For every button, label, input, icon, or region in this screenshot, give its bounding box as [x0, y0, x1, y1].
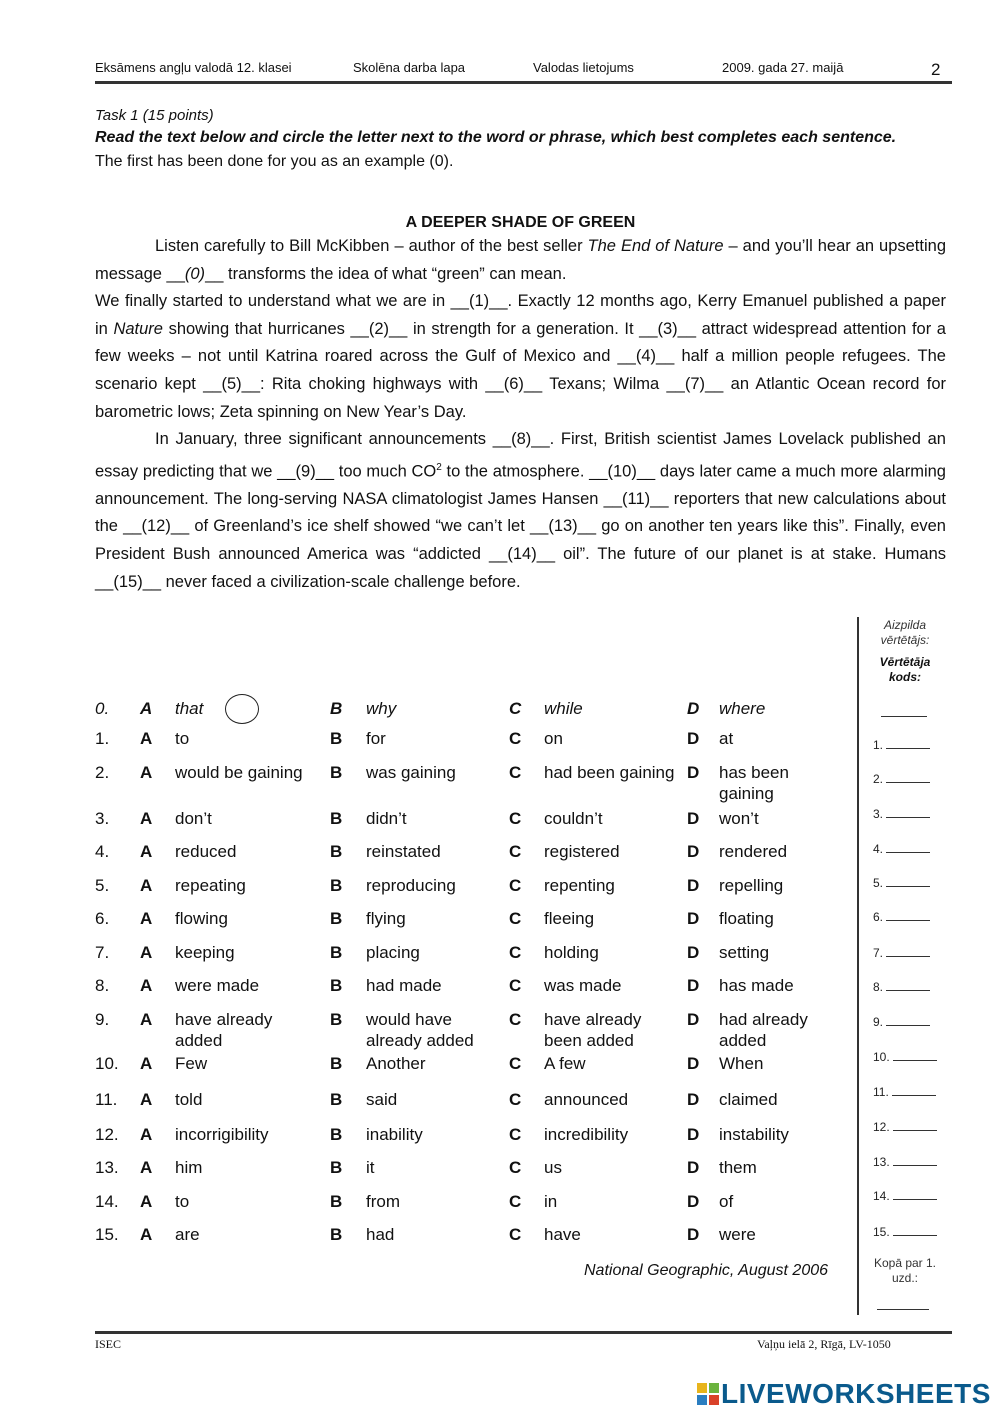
option-letter-c[interactable]: C [509, 699, 522, 718]
grader-answer-number: 2. [873, 772, 884, 786]
task-instruction: Read the text below and circle the letter next to the word or phrase, which best completes each sentence. [95, 129, 897, 146]
option-c-text[interactable]: was made [544, 976, 622, 995]
option-letter-a[interactable]: A [140, 763, 153, 782]
option-letter-a[interactable]: A [140, 1125, 153, 1144]
option-b-text[interactable]: was gaining [366, 763, 456, 782]
option-b-text[interactable]: inability [366, 1125, 423, 1144]
grader-answer-field[interactable] [873, 1155, 937, 1169]
option-letter-a[interactable]: A [140, 1192, 153, 1211]
option-c-text[interactable]: have already been added [544, 1010, 642, 1050]
option-letter-a[interactable]: A [140, 1010, 153, 1029]
header-rule [95, 81, 952, 84]
option-letter-b[interactable]: B [330, 699, 343, 718]
option-d-text[interactable]: were [719, 1225, 756, 1244]
option-letter-d[interactable]: D [687, 729, 700, 748]
option-letter-d[interactable]: D [687, 1192, 700, 1211]
footer-rule [95, 1331, 952, 1334]
option-d-text[interactable]: where [719, 699, 766, 718]
grader-answer-field[interactable] [873, 946, 930, 960]
option-b-text[interactable]: it [366, 1158, 375, 1177]
grader-answer-line[interactable] [893, 1155, 937, 1166]
option-c-text[interactable]: repenting [544, 876, 615, 895]
option-b-text[interactable]: for [366, 729, 386, 748]
question-number: 6. [95, 909, 110, 928]
option-letter-d[interactable]: D [687, 909, 700, 928]
option-letter-b[interactable]: B [330, 1225, 343, 1244]
grader-answer-number: 10. [873, 1050, 890, 1064]
grader-answer-number: 13. [873, 1155, 890, 1169]
option-d-text[interactable]: won’t [719, 809, 759, 828]
grader-answer-line[interactable] [886, 876, 930, 887]
option-letter-d[interactable]: D [687, 1010, 700, 1029]
grader-answer-line[interactable] [886, 980, 930, 991]
question-number: 2. [95, 763, 110, 782]
option-letter-b[interactable]: B [330, 1125, 343, 1144]
option-letter-d[interactable]: D [687, 1125, 700, 1144]
option-letter-a[interactable]: A [140, 809, 153, 828]
grader-answer-line[interactable] [886, 1015, 930, 1026]
grader-answer-field[interactable] [873, 1085, 936, 1099]
option-b-text[interactable]: from [366, 1192, 400, 1211]
grader-answer-line[interactable] [886, 738, 930, 749]
grader-answer-number: 6. [873, 910, 884, 924]
task-label: Task 1 (15 points) [95, 107, 214, 124]
option-letter-c[interactable]: C [509, 1090, 522, 1109]
liveworksheets-logo[interactable] [697, 1378, 991, 1410]
grader-answer-line[interactable] [893, 1050, 937, 1061]
option-letter-a[interactable]: A [140, 699, 153, 718]
option-letter-b[interactable]: B [330, 842, 343, 861]
text-span: __ transforms the idea of what “green” can mean. [205, 264, 567, 283]
grader-answer-line[interactable] [886, 910, 930, 921]
example-gap: (0) [184, 264, 206, 283]
paragraph-3 [95, 426, 946, 596]
option-letter-a[interactable]: A [140, 1090, 153, 1109]
option-letter-d[interactable]: D [687, 876, 700, 895]
option-d-text[interactable]: claimed [719, 1090, 778, 1109]
option-b-text[interactable]: said [366, 1090, 398, 1109]
page-number: 2 [931, 60, 941, 79]
option-d-text[interactable]: has been gaining [719, 763, 789, 803]
grader-answer-field[interactable] [873, 738, 930, 752]
option-a-text[interactable]: flowing [175, 909, 228, 928]
option-d-text[interactable]: rendered [719, 842, 788, 861]
question-number: 12. [95, 1125, 119, 1144]
grader-answer-number: 3. [873, 807, 884, 821]
grader-answer-field[interactable] [873, 1015, 930, 1029]
question-number: 3. [95, 809, 110, 828]
option-letter-c[interactable]: C [509, 1158, 522, 1177]
option-c-text[interactable]: had been gaining [544, 763, 675, 782]
grader-answer-number: 11. [873, 1085, 889, 1099]
option-letter-c[interactable]: C [509, 976, 522, 995]
grader-divider [857, 617, 859, 1315]
grader-answer-number: 12. [873, 1120, 890, 1134]
task-block [95, 106, 955, 174]
task-note: The first has been done for you as an example (0). [95, 153, 454, 170]
option-letter-d[interactable]: D [687, 1158, 700, 1177]
option-b-text[interactable]: would have already added [366, 1010, 474, 1050]
grader-answer-field[interactable] [873, 807, 930, 821]
question-number: 4. [95, 842, 110, 861]
option-d-text[interactable]: of [719, 1192, 734, 1211]
option-letter-b[interactable]: B [330, 1010, 343, 1029]
option-c-text[interactable]: announced [544, 1090, 629, 1109]
option-letter-a[interactable]: A [140, 876, 153, 895]
grader-answer-line[interactable] [893, 1189, 937, 1200]
paragraph-1 [95, 233, 946, 288]
option-letter-d[interactable]: D [687, 809, 700, 828]
option-letter-b[interactable]: B [330, 729, 343, 748]
option-letter-b[interactable]: B [330, 1192, 343, 1211]
option-letter-d[interactable]: D [687, 1090, 700, 1109]
option-letter-a[interactable]: A [140, 729, 153, 748]
option-d-text[interactable]: setting [719, 943, 770, 962]
brand-logo-icon [697, 1383, 719, 1405]
sheet-label: Skolēna darba lapa [353, 60, 466, 75]
option-letter-c[interactable]: C [509, 1125, 522, 1144]
option-a-text[interactable]: told [175, 1090, 203, 1109]
option-letter-c[interactable]: C [509, 809, 522, 828]
exam-title: Eksāmens angļu valodā 12. klasei [95, 60, 292, 75]
option-letter-b[interactable]: B [330, 809, 343, 828]
option-letter-b[interactable]: B [330, 763, 343, 782]
option-b-text[interactable]: didn’t [366, 809, 407, 828]
option-letter-c[interactable]: C [509, 876, 522, 895]
option-b-text[interactable]: had [366, 1225, 395, 1244]
page-header [95, 58, 950, 82]
grader-fill-label: Aizpilda vērtētājs: [880, 618, 930, 647]
grader-answer-field[interactable] [873, 876, 930, 890]
option-a-text[interactable]: were made [175, 976, 260, 995]
footer-left: ISEC [95, 1337, 122, 1351]
source-citation: National Geographic, August 2006 [584, 1262, 829, 1279]
option-b-text[interactable]: Another [366, 1054, 426, 1073]
option-d-text[interactable]: When [719, 1054, 764, 1073]
text-span: We finally started to understand what we are in __(1)__. Exactly 12 months ago, Kerry Emanuel published a paper in [95, 292, 946, 338]
superscript: 2 [436, 461, 442, 473]
grader-answer-field[interactable] [873, 1050, 937, 1064]
option-letter-c[interactable]: C [509, 729, 522, 748]
option-letter-a[interactable]: A [140, 842, 153, 861]
grader-answer-number: 15. [873, 1225, 890, 1239]
grader-answer-field[interactable] [873, 1189, 937, 1203]
option-d-text[interactable]: has made [719, 976, 794, 995]
option-b-text[interactable]: reinstated [366, 842, 441, 861]
option-a-text[interactable]: are [175, 1225, 200, 1244]
option-c-text[interactable]: fleeing [544, 909, 595, 928]
option-letter-d[interactable]: D [687, 763, 700, 782]
option-c-text[interactable]: in [544, 1192, 558, 1211]
grader-answer-field[interactable] [873, 1225, 937, 1239]
text-span: showing that hurricanes __(2)__ in strength for a generation. It __(3)__ attract widespread attention for a few weeks – not until Katrina roared across the Gulf of Mexico and __(4)__ half a million people refugees. The scenario kept __(5)__: Rita choking highways with __(6)__ Texans; Wilma __(7)__ an Atlantic Ocean record for barometric lows; Zeta spinning on New Year’s Day. [95, 319, 946, 421]
grader-answer-line[interactable] [886, 807, 930, 818]
option-a-text[interactable]: incorrigibility [175, 1125, 269, 1144]
grader-answer-number: 14. [873, 1189, 890, 1203]
option-b-text[interactable]: reproducing [366, 876, 456, 895]
grader-answer-field[interactable] [873, 1120, 937, 1134]
option-b-text[interactable]: placing [366, 943, 420, 962]
option-letter-b[interactable]: B [330, 909, 343, 928]
option-a-text[interactable]: that [175, 699, 204, 718]
exam-date: 2009. gada 27. maijā [722, 60, 844, 75]
grader-answer-number: 8. [873, 980, 884, 994]
option-b-text[interactable]: flying [366, 909, 406, 928]
passage [95, 233, 946, 596]
question-number: 15. [95, 1225, 119, 1244]
option-d-text[interactable]: instability [719, 1125, 789, 1144]
option-d-text[interactable]: had already added [719, 1010, 808, 1050]
option-a-text[interactable]: Few [175, 1054, 208, 1073]
question-number: 11. [95, 1090, 118, 1109]
text-span: Listen carefully to Bill McKibben – author of the best seller [155, 237, 588, 255]
option-d-text[interactable]: floating [719, 909, 774, 928]
question-number: 7. [95, 943, 110, 962]
grader-answer-field[interactable] [873, 910, 930, 924]
question-number: 13. [95, 1158, 119, 1177]
option-c-text[interactable]: us [544, 1158, 562, 1177]
option-letter-c[interactable]: C [509, 763, 522, 782]
option-a-text[interactable]: would be gaining [175, 763, 303, 782]
footer-address: Vaļņu ielā 2, Rīgā, LV-1050 [757, 1337, 891, 1351]
option-letter-c[interactable]: C [509, 1054, 522, 1073]
option-letter-a[interactable]: A [140, 1225, 153, 1244]
grader-answer-number: 1. [873, 738, 884, 752]
option-b-text[interactable]: why [366, 699, 397, 718]
grader-answer-line[interactable] [886, 842, 930, 853]
option-letter-b[interactable]: B [330, 1090, 343, 1109]
option-letter-d[interactable]: D [687, 1225, 700, 1244]
grader-answer-number: 4. [873, 842, 884, 856]
option-letter-d[interactable]: D [687, 1054, 700, 1073]
option-c-text[interactable]: have [544, 1225, 581, 1244]
question-number: 1. [95, 729, 110, 748]
option-letter-c[interactable]: C [509, 943, 522, 962]
grader-answer-field[interactable] [873, 772, 930, 786]
option-d-text[interactable]: repelling [719, 876, 784, 895]
option-c-text[interactable]: on [544, 729, 563, 748]
option-a-text[interactable]: don’t [175, 809, 212, 828]
question-number: 0. [95, 699, 110, 718]
option-b-text[interactable]: had made [366, 976, 442, 995]
option-a-text[interactable]: to [175, 729, 190, 748]
grader-answer-field[interactable] [873, 842, 930, 856]
question-number: 5. [95, 876, 110, 895]
option-letter-b[interactable]: B [330, 1054, 343, 1073]
magazine-name: Nature [113, 319, 163, 338]
option-c-text[interactable]: A few [544, 1054, 586, 1073]
grader-answer-line[interactable] [893, 1120, 937, 1131]
text-span: to the atmosphere. __(10)__ days later came a much more alarming announcement. The long-serving NASA climatologist James Hansen __(11)__ reporters that new calculations about the __(12)__ of Greenland’s ice shelf showed “we can’t let __(13)__ go on another ten years like this”. Finally, even President Bush announced America was “addicted __(14)__ oil”. The future of our planet is at stake. Humans __(15)__ never faced a civilization-scale challenge before. [95, 462, 946, 591]
option-a-text[interactable]: repeating [175, 876, 246, 895]
grader-answer-field[interactable] [873, 980, 930, 994]
option-letter-d[interactable]: D [687, 842, 700, 861]
option-letter-a[interactable]: A [140, 1054, 153, 1073]
option-letter-d[interactable]: D [687, 976, 700, 995]
brand-text: LIVEWORKSHEETS [721, 1378, 991, 1409]
grader-answer-line[interactable] [893, 1225, 937, 1236]
grader-code-label: Vērtētāja kods: [879, 655, 931, 684]
option-letter-c[interactable]: C [509, 842, 522, 861]
option-letter-a[interactable]: A [140, 1158, 153, 1177]
option-letter-d[interactable]: D [687, 699, 700, 718]
option-a-text[interactable]: him [175, 1158, 203, 1177]
option-letter-c[interactable]: C [509, 909, 522, 928]
question-number: 14. [95, 1192, 119, 1211]
option-letter-c[interactable]: C [509, 1225, 522, 1244]
passage-title: A DEEPER SHADE OF GREEN [405, 214, 636, 231]
option-c-text[interactable]: registered [544, 842, 620, 861]
question-number: 9. [95, 1010, 110, 1029]
grader-code-field[interactable] [881, 716, 927, 717]
paragraph-2 [95, 288, 946, 426]
grader-answer-line[interactable] [892, 1085, 936, 1096]
option-letter-a[interactable]: A [140, 943, 153, 962]
option-a-text[interactable]: keeping [175, 943, 235, 962]
option-c-text[interactable]: while [544, 699, 583, 718]
text-span: In January, three significant announcements __(8)__. First, British scientist James Lovelack published an essay predicting that we __(9)__ too much CO [95, 430, 946, 481]
option-letter-b[interactable]: B [330, 876, 343, 895]
option-letter-a[interactable]: A [140, 909, 153, 928]
grader-answer-line[interactable] [886, 772, 930, 783]
option-letter-c[interactable]: C [509, 1010, 522, 1029]
option-a-text[interactable]: have already added [175, 1010, 273, 1050]
option-letter-b[interactable]: B [330, 1158, 343, 1177]
option-a-text[interactable]: reduced [175, 842, 237, 861]
question-number: 10. [95, 1054, 119, 1073]
option-c-text[interactable]: couldn’t [544, 809, 603, 828]
book-title: The End of Nature [587, 237, 724, 255]
option-letter-c[interactable]: C [509, 1192, 522, 1211]
option-a-text[interactable]: to [175, 1192, 190, 1211]
total-field[interactable] [877, 1309, 929, 1310]
text-span: – and you’ll hear an upsetting message __ [95, 237, 946, 283]
section-label: Valodas lietojums [533, 60, 634, 75]
grader-answer-number: 9. [873, 1015, 884, 1029]
grader-answer-number: 7. [873, 946, 884, 960]
option-d-text[interactable]: at [719, 729, 734, 748]
option-letter-a[interactable]: A [140, 976, 153, 995]
option-c-text[interactable]: holding [544, 943, 599, 962]
option-letter-b[interactable]: B [330, 976, 343, 995]
option-d-text[interactable]: them [719, 1158, 757, 1177]
option-c-text[interactable]: incredibility [544, 1125, 629, 1144]
grader-answer-line[interactable] [886, 946, 930, 957]
option-letter-d[interactable]: D [687, 943, 700, 962]
total-label: Kopā par 1. uzd.: [873, 1256, 937, 1285]
option-letter-b[interactable]: B [330, 943, 343, 962]
question-number: 8. [95, 976, 110, 995]
grader-answer-number: 5. [873, 876, 884, 890]
